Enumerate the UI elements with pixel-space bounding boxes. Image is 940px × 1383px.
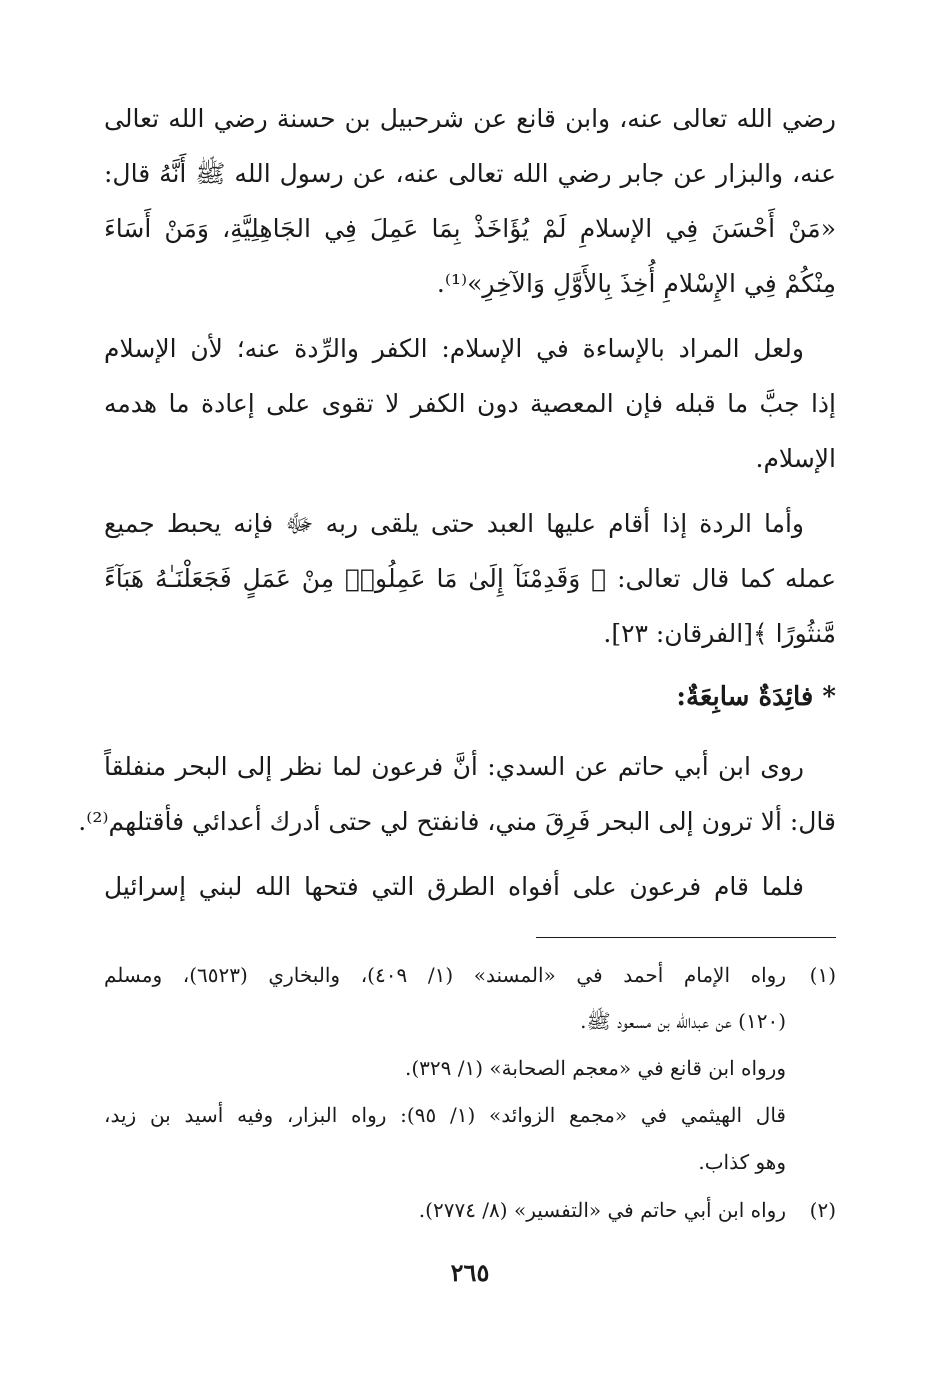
section-heading: * فائِدَةٌ سابِعَةٌ: xyxy=(676,682,836,712)
body-line: مَّنثُورًا ﴾[الفرقان: ٢٣]. xyxy=(603,619,836,648)
body-line: عمله كما قال تعالى: ﴿ وَقَدِمْنَآ إِلَىٰ مَا عَمِلُوا۟ مِنْ عَمَلٍ فَجَعَلْنَـٰهُ هَبَآءً xyxy=(104,564,836,593)
footnote-number: (١) xyxy=(809,963,836,987)
body-line: روى ابن أبي حاتم عن السدي: أنَّ فرعون لما نظر إلى البحر منفلقاً xyxy=(104,752,804,781)
body-line: الإسلام. xyxy=(755,444,836,473)
footnote-line: قال الهيثمي في «مجمع الزوائد» (١/ ٩٥): رواه البزار، وفيه أسيد بن زيد، xyxy=(104,1103,786,1127)
footnote-number: (٢) xyxy=(809,1198,836,1222)
footnote-separator xyxy=(536,937,836,938)
footnote-line: وهو كذاب. xyxy=(698,1150,786,1174)
body-line: إذا جبَّ ما قبله فإن المعصية دون الكفر لا تقوى على إعادة ما هدمه xyxy=(104,389,836,418)
footnote-line: ورواه ابن قانع في «معجم الصحابة» (١/ ٣٢٩). xyxy=(404,1056,786,1080)
body-line: رضي الله تعالى عنه، وابن قانع عن شرحبيل بن حسنة رضي الله تعالى xyxy=(104,104,836,133)
body-line: ولعل المراد بالإساءة في الإسلام: الكفر والرِّدة عنه؛ لأن الإسلام xyxy=(104,334,804,363)
body-line: مِنْكُمْ فِي الإِسْلامِ أُخِذَ بِالأَوَّلِ وَالآخِرِ»⁽¹⁾. xyxy=(436,269,836,298)
body-line: عنه، والبزار عن جابر رضي الله تعالى عنه، عن رسول الله ﷺ أَنَّهُ قال: xyxy=(104,159,836,188)
page-number: ٢٦٥ xyxy=(450,1258,490,1287)
footnote-line: رواه ابن أبي حاتم في «التفسير» (٨/ ٢٧٧٤). xyxy=(418,1198,786,1222)
body-line: وأما الردة إذا أقام عليها العبد حتى يلقى ربه ﷻ فإنه يحبط جميع xyxy=(104,509,804,538)
footnote-line: (١٢٠) عن عبدالله بن مسعود ﷺ. xyxy=(580,1009,786,1033)
footnote-line: رواه الإمام أحمد في «المسند» (١/ ٤٠٩)، والبخاري (٦٥٢٣)، ومسلم xyxy=(104,963,786,987)
body-line: «مَنْ أَحْسَنَ فِي الإسلامِ لَمْ يُؤَاخَذْ بِمَا عَمِلَ فِي الجَاهِلِيَّةِ، وَمَنْ أَسَاءَ xyxy=(104,214,836,243)
body-line: فلما قام فرعون على أفواه الطرق التي فتحها الله لبني إسرائيل xyxy=(104,872,804,901)
body-line: قال: ألا ترون إلى البحر فَرِقَ مني، فانفتح لي حتى أدرك أعدائي فأقتلهم⁽²⁾. xyxy=(78,807,836,836)
